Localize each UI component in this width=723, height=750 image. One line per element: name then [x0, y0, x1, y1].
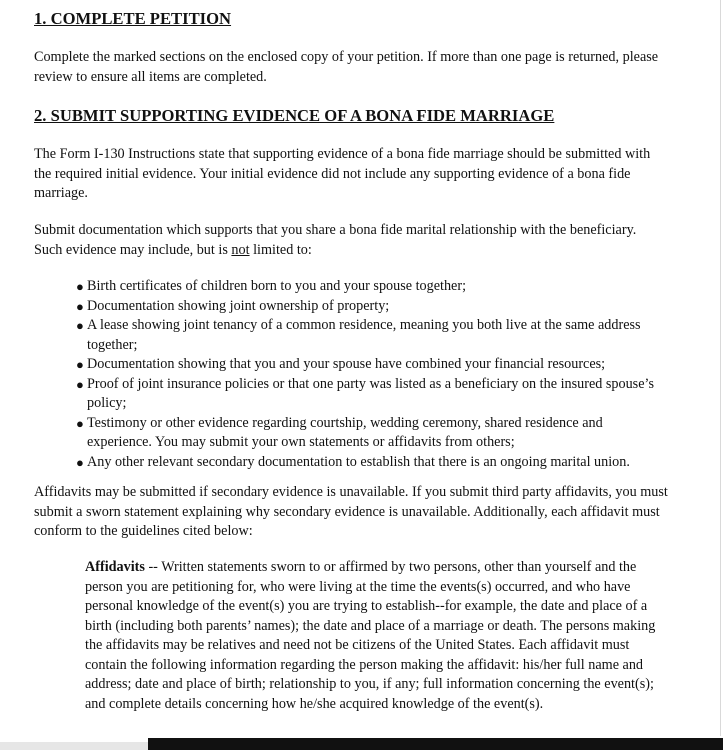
affidavits-term: Affidavits [85, 559, 145, 575]
list-item [76, 277, 671, 297]
section-2-heading: 2. SUBMIT SUPPORTING EVIDENCE OF A BONA FIDE MARRIAGE [34, 106, 555, 125]
submit-instructions [34, 221, 664, 260]
section-2-intro: The Form I-130 Instructions state that supporting evidence of a bona fide marriage should be submitted with the required initial evidence. Your initial evidence did not include any supporting evidence of a bona fide marriage. [34, 146, 651, 201]
affidavits-note: Affidavits may be submitted if secondary evidence is unavailable. If you submit third party affidavits, you must submit a sworn statement explaining why secondary evidence is unavailable. Additionally, each affidavit must conform to the guidelines cited below: [34, 484, 668, 539]
affidavits-definition: -- Written statements sworn to or affirmed by two persons, other than yourself and the person you are petitioning for, who were living at the time the events(s) occurred, and who have personal knowledge of the event(s) you are trying to establish--for example, the date and place of a birth (including both parents’ names); the date and place of a marriage or death. The persons making the affidavits may be relatives and need not be citizens of the United States. Each affidavit must contain the following information regarding the person making the affidavit: his/her full name and address; date and place of birth; relationship to you, if any; full information concerning the event(s); and complete details concerning how he/she acquired knowledge of the event(s). [85, 559, 656, 712]
list-item-text: Any other relevant secondary documentation to establish that there is an ongoing marital union. [87, 453, 630, 470]
bullet-icon: ● [76, 298, 84, 314]
list-item [76, 414, 671, 453]
list-item-text: Documentation showing that you and your spouse have combined your financial resources; [87, 356, 606, 372]
bullet-icon: ● [76, 357, 84, 372]
bullet-icon: ● [76, 318, 84, 333]
viewer-bottom-strip [0, 742, 148, 750]
list-item-text: A lease showing joint tenancy of a common residence, meaning you both live at the same address together; [87, 317, 641, 353]
viewer-bottom-bar [148, 738, 723, 750]
list-item [76, 453, 671, 473]
bullet-icon: ● [76, 376, 84, 392]
bullet-icon: ● [76, 415, 84, 431]
submit-suffix: limited to: [249, 241, 312, 258]
list-item-text: Documentation showing joint ownership of property; [87, 297, 390, 314]
bullet-icon: ● [76, 279, 84, 294]
section-1-heading: 1. COMPLETE PETITION [34, 9, 232, 28]
list-item [76, 297, 671, 317]
list-item-text: Birth certificates of children born to you and your spouse together; [87, 278, 467, 294]
bullet-icon: ● [76, 454, 84, 470]
list-item [76, 316, 671, 355]
affidavits-definition-block [85, 558, 670, 714]
list-item [76, 375, 671, 414]
page-edge-rule [720, 0, 721, 736]
section-1-text: Complete the marked sections on the enclosed copy of your petition. If more than one page is returned, please review to ensure all items are completed. [34, 49, 659, 85]
list-item [76, 355, 671, 375]
evidence-list [76, 277, 671, 472]
submit-emphasis: not [231, 241, 250, 258]
list-item-text: Testimony or other evidence regarding courtship, wedding ceremony, shared residence and experience. You may submit your own statements or affidavits from others; [87, 414, 603, 450]
submit-prefix: Submit documentation which supports that you share a bona fide marital relationship with the beneficiary. Such evidence may include, but is [34, 222, 637, 258]
list-item-text: Proof of joint insurance policies or that one party was listed as a beneficiary on the insured spouse’s policy; [87, 375, 654, 411]
